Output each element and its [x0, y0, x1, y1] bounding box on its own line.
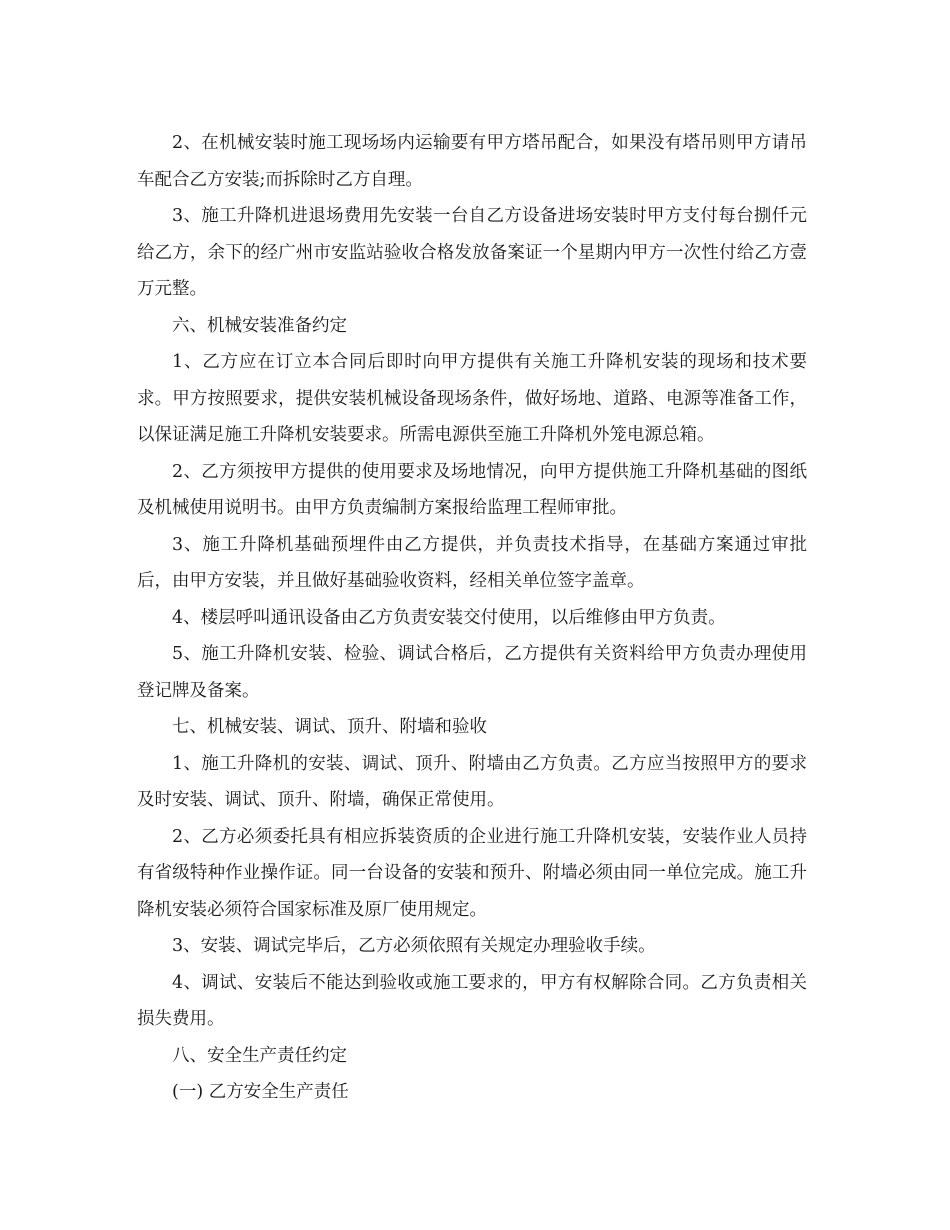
paragraph-transport: 2、在机械安装时施工现场场内运输要有甲方塔吊配合，如果没有塔吊则甲方请吊车配合乙方安装;而拆除时乙方自理。: [137, 133, 807, 190]
paragraph-termination: 4、调试、安装后不能达到验收或施工要求的，甲方有权解除合同。乙方负责相关损失费用。: [137, 972, 807, 1029]
paragraph-foundation-drawings: 2、乙方须按甲方提供的使用要求及场地情况，向甲方提供施工升降机基础的图纸及机械使用说明书。由甲方负责编制方案报给监理工程师审批。: [137, 461, 807, 518]
section-heading-six: 六、机械安装准备约定: [172, 315, 347, 336]
paragraph-site-requirements: 1、乙方应在订立本合同后即时向甲方提供有关施工升降机安装的现场和技术要求。甲方按照要求，提供安装机械设备现场条件，做好场地、道路、电源等准备工作，以保证满足施工升降机安装要求。所需电源供至施工升降机外笼电源总箱。: [137, 352, 807, 445]
paragraph-entry-fee: 3、施工升降机进退场费用先安装一台自乙方设备进场安装时甲方支付每台捌仟元给乙方，余下的经广州市安监站验收合格发放备案证一个星期内甲方一次性付给乙方壹万元整。: [137, 206, 807, 299]
section-heading-seven: 七、机械安装、调试、顶升、附墙和验收: [172, 717, 487, 737]
document-body: [137, 125, 807, 1111]
paragraph-qualification: 2、乙方必须委托具有相应拆装资质的企业进行施工升降机安装，安装作业人员持有省级特种作业操作证。同一台设备的安装和预升、附墙必须由同一单位完成。施工升降机安装必须符合国家标准及原厂使用规定。: [137, 826, 807, 920]
subsection-heading-one: (一) 乙方安全生产责任: [172, 1082, 349, 1102]
paragraph-embedded-parts: 3、施工升降机基础预埋件由乙方提供，并负责技术指导，在基础方案通过审批后，由甲方安装，并且做好基础验收资料，经相关单位签字盖章。: [137, 534, 807, 591]
paragraph-intercom: 4、楼层呼叫通讯设备由乙方负责安装交付使用，以后维修由甲方负责。: [172, 607, 726, 628]
paragraph-acceptance: 3、安装、调试完毕后，乙方必须依照有关规定办理验收手续。: [172, 936, 656, 956]
section-heading-eight: 八、安全生产责任约定: [172, 1045, 347, 1066]
paragraph-install-responsibility: 1、施工升降机的安装、调试、顶升、附墙由乙方负责。乙方应当按照甲方的要求及时安装、调试、顶升、附墙，确保正常使用。: [137, 753, 807, 810]
paragraph-registration: 5、施工升降机安装、检验、调试合格后，乙方提供有关资料给甲方负责办理使用登记牌及备案。: [137, 644, 807, 701]
